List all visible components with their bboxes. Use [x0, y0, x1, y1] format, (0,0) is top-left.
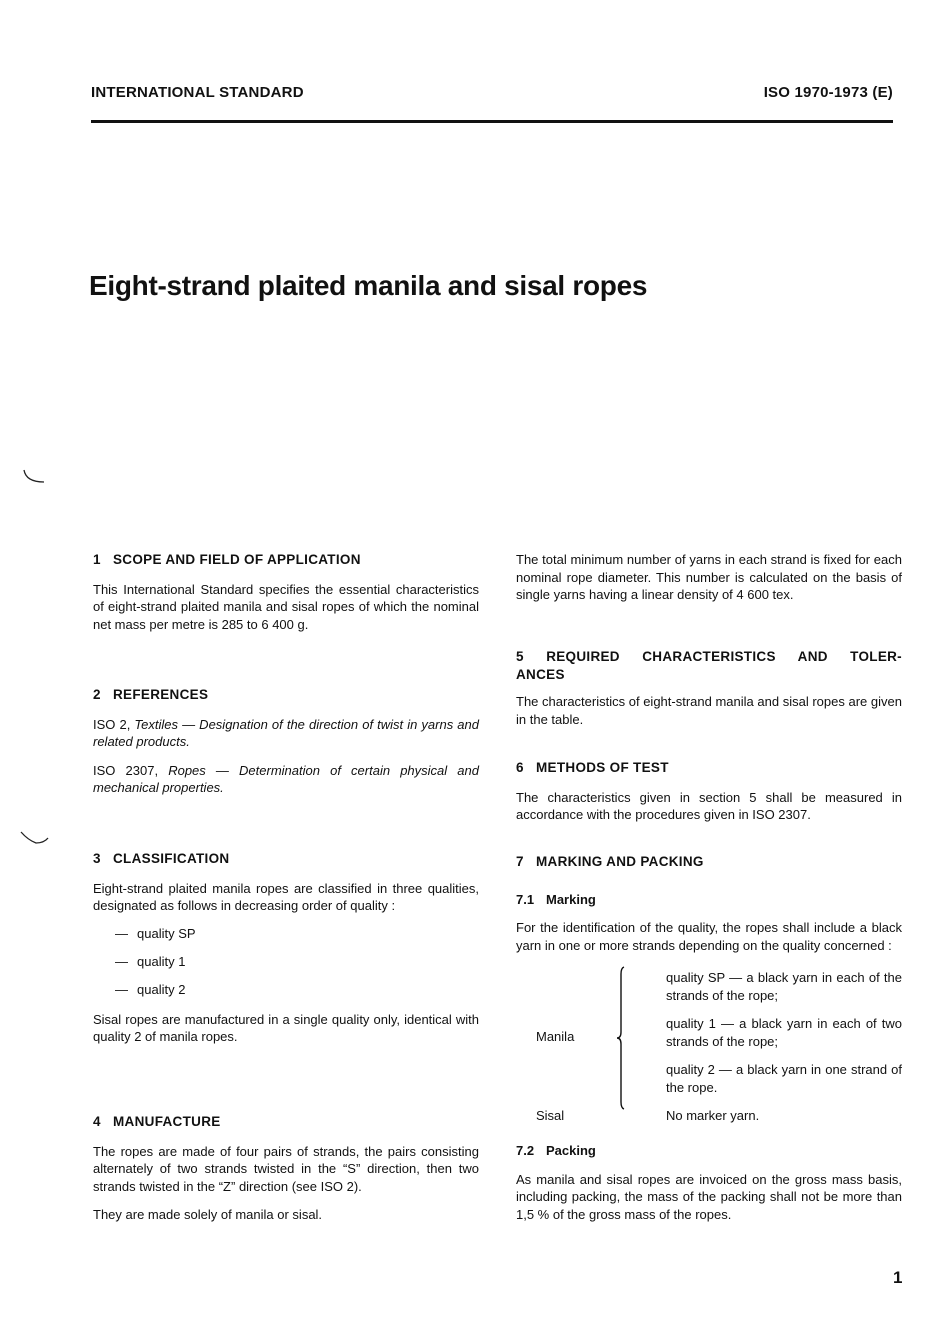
- document-title: Eight-strand plaited manila and sisal ropes: [89, 270, 648, 301]
- dash-bullet: —: [115, 953, 128, 969]
- section-title: REQUIRED CHARACTERISTICS AND TOLER-: [546, 649, 902, 664]
- section-heading: [516, 648, 902, 666]
- section-number: 2: [93, 687, 101, 702]
- reference-item: [93, 762, 479, 797]
- subsection-heading: [516, 891, 902, 909]
- dash-bullet: —: [115, 925, 128, 941]
- paragraph: Sisal ropes are manufactured in a single quality only, identical with quality 2 of manila ropes.: [93, 1011, 479, 1044]
- section-number: 6: [516, 760, 524, 775]
- subsection-title: Packing: [546, 1143, 596, 1158]
- section-number: 7: [516, 854, 524, 869]
- section-marking-and-packing: [516, 853, 902, 1223]
- paragraph: The characteristics given in section 5 shall be measured in accordance with the procedures given in ISO 2307.: [516, 789, 902, 822]
- scan-mark-icon: [18, 830, 50, 850]
- paragraph: The ropes are made of four pairs of strands, the pairs consisting alternately of two strands twisted in the “S” direction, then two strands twisted in the “Z” direction (see ISO 2).: [93, 1143, 479, 1194]
- subsection-heading: [516, 1142, 902, 1160]
- sisal-label: Sisal: [536, 1108, 565, 1123]
- page-number: 1: [893, 1268, 903, 1287]
- list-item: [93, 925, 479, 953]
- section-title: MARKING AND PACKING: [536, 854, 704, 869]
- list-item: [93, 953, 479, 981]
- reference-title: Ropes — Determination of certain physical and mechanical properties.: [93, 762, 479, 795]
- paragraph: The total minimum number of yarns in each strand is fixed for each nominal rope diameter. This number is calculated on the basis of single yarns having a linear density of 4 600 tex.: [516, 552, 902, 602]
- reference-code: ISO 2,: [93, 716, 131, 732]
- section-heading-continued: ANCES: [516, 666, 565, 682]
- section-number: 3: [93, 851, 101, 866]
- list-item-text: quality 2: [137, 981, 186, 997]
- list-item-text: quality SP: [137, 925, 196, 941]
- section-methods-of-test: [516, 759, 902, 824]
- scan-mark-icon: [20, 468, 50, 488]
- dash-bullet: —: [115, 981, 128, 997]
- section-heading: [93, 686, 479, 704]
- section-scope: [93, 551, 479, 633]
- section-references: [93, 686, 479, 797]
- manila-label: Manila: [536, 1029, 575, 1044]
- paragraph: The characteristics of eight-strand manila and sisal ropes are given in the table.: [516, 694, 902, 727]
- reference-code: ISO 2307,: [93, 762, 159, 778]
- subsection-title: Marking: [546, 891, 596, 907]
- paragraph: Eight-strand plaited manila ropes are classified in three qualities, designated as follows in decreasing order of quality :: [93, 880, 479, 913]
- section-manufacture-continued: [516, 551, 902, 604]
- standard-number: ISO 1970-1973 (E): [763, 84, 893, 101]
- section-heading: [516, 759, 902, 777]
- marking-item-sisal: No marker yarn.: [666, 1108, 760, 1123]
- section-manufacture: [93, 1113, 479, 1224]
- reference-item: [93, 716, 479, 751]
- subsection-number: 7.2: [516, 1143, 535, 1158]
- list-item-text: quality 1: [137, 953, 186, 969]
- section-title: MANUFACTURE: [113, 1114, 221, 1129]
- section-number: 4: [93, 1114, 101, 1129]
- section-title: METHODS OF TEST: [536, 760, 669, 775]
- paragraph: As manila and sisal ropes are invoiced on the gross mass basis, including packing, the mass of the packing shall not be more than 1,5 % of the gross mass of the ropes.: [516, 1171, 902, 1222]
- paragraph: For the identification of the quality, the ropes shall include a black yarn in one or more strands depending on the quality concerned :: [516, 920, 902, 953]
- section-title: REFERENCES: [113, 687, 209, 702]
- document-type-label: INTERNATIONAL STANDARD: [91, 84, 304, 101]
- section-required-characteristics: [516, 648, 902, 728]
- section-title: CLASSIFICATION: [113, 851, 230, 866]
- reference-title: Textiles — Designation of the direction of twist in yarns and related products.: [93, 716, 479, 749]
- marking-item-quality-1: quality 1 — a black yarn in each of two strands of the rope;: [666, 1016, 902, 1049]
- quality-list: [93, 925, 479, 1009]
- marking-table: [516, 966, 902, 1136]
- subsection-number: 7.1: [516, 891, 535, 907]
- section-heading: [516, 853, 902, 871]
- header-rule: [91, 120, 893, 123]
- brace-icon: [616, 966, 628, 1110]
- marking-item-quality-sp: quality SP — a black yarn in each of the strands of the rope;: [666, 970, 902, 1003]
- list-item: [93, 981, 479, 1009]
- section-heading: [93, 850, 479, 868]
- section-number: 1: [93, 552, 101, 567]
- section-title: SCOPE AND FIELD OF APPLICATION: [113, 552, 361, 567]
- paragraph: They are made solely of manila or sisal.: [93, 1207, 323, 1222]
- marking-item-quality-2: quality 2 — a black yarn in one strand of the rope.: [666, 1062, 902, 1095]
- section-heading: [93, 1113, 479, 1131]
- paragraph: This International Standard specifies the essential characteristics of eight-strand plaited manila and sisal ropes of which the nominal net mass per metre is 285 to 6 400 g.: [93, 581, 479, 632]
- section-heading: [93, 551, 479, 569]
- section-classification: [93, 850, 479, 1046]
- section-number: 5: [516, 649, 524, 664]
